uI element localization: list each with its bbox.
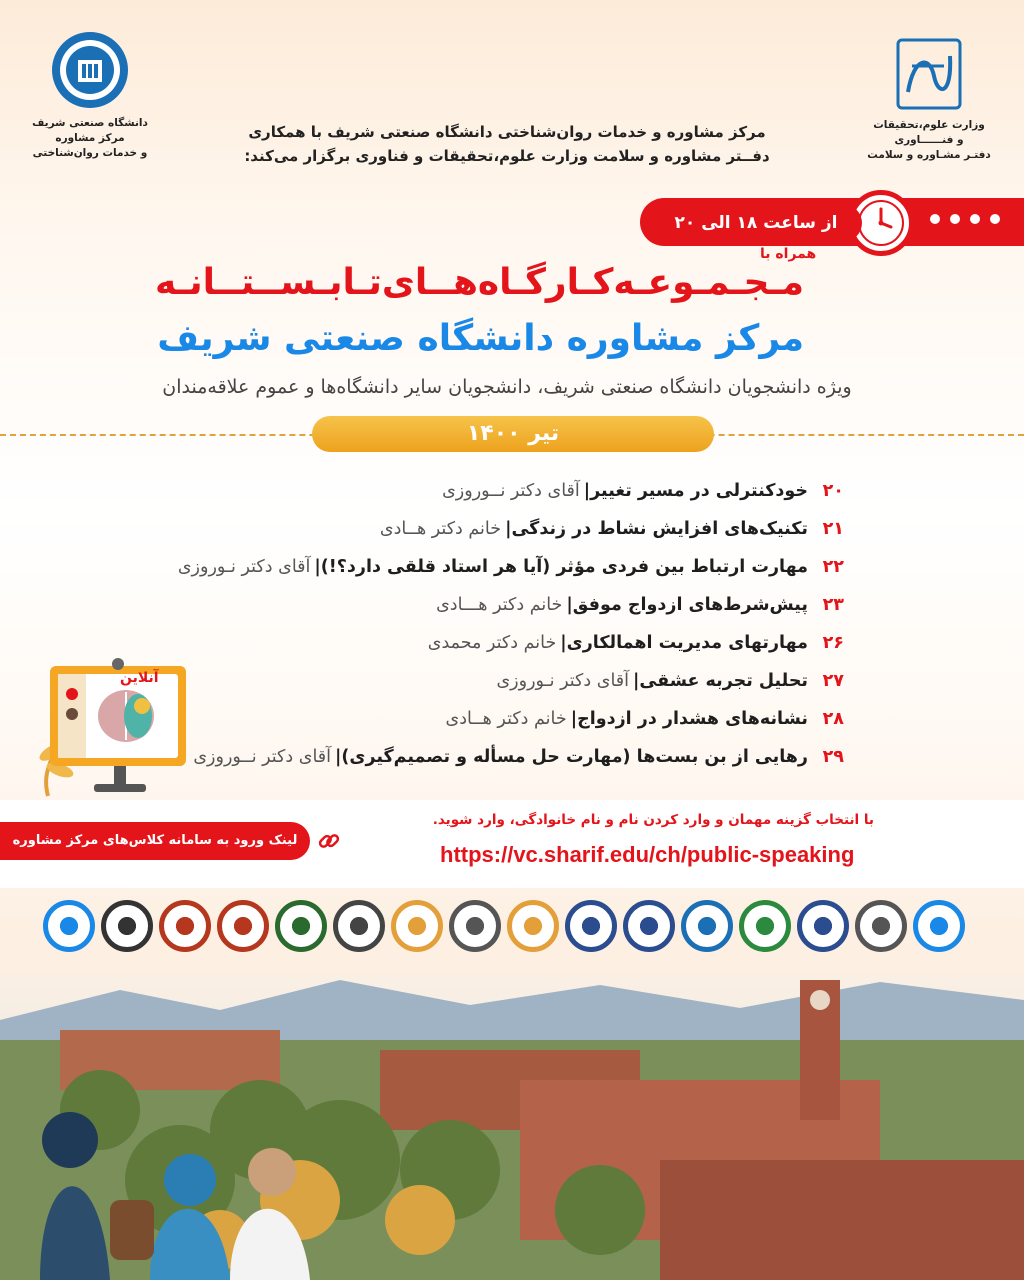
link-label-pill: لینک ورود به سامانه کلاس‌های مرکز مشاوره (0, 822, 310, 860)
partner-logo (736, 900, 794, 964)
sharif-logo-line-2: مرکز مشاوره (55, 132, 125, 144)
chain-link-icon (316, 828, 342, 854)
ministry-logo-block (864, 36, 994, 163)
workshop-teacher: آقای دکتر نــوروزی (442, 481, 580, 501)
partner-emblem-icon (333, 900, 385, 952)
workshop-day: ۲۸ (822, 709, 844, 729)
workshop-day: ۲۰ (822, 481, 844, 501)
event-title: مـجـمـوعـه‌کـارگـاه‌هــای‌تـابـســتــانـه (154, 262, 804, 303)
with-label: همراه با (760, 246, 817, 262)
event-subtitle: مرکز مشاوره دانشگاه صنعتی شریف (157, 318, 804, 359)
partner-logo (98, 900, 156, 964)
ministry-emblem-icon (894, 36, 964, 112)
ministry-logo-line-2: و فنــــــاوری (894, 134, 964, 146)
workshop-title: خودکنترلی در مسیر تغییر| (583, 481, 808, 501)
workshop-day: ۲۲ (822, 557, 844, 577)
partner-logo (214, 900, 272, 964)
partner-logo (504, 900, 562, 964)
partner-emblem-icon (217, 900, 269, 952)
partner-logo (272, 900, 330, 964)
partner-logo (794, 900, 852, 964)
class-link[interactable]: https://vc.sharif.edu/ch/public-speaking (440, 842, 855, 867)
intro-line-2: دفــتر مشاوره و سلامت وزارت علوم،تحقیقات و فناوری برگزار می‌کند: (244, 147, 770, 165)
partner-emblem-icon (623, 900, 675, 952)
workshop-day: ۲۳ (822, 595, 844, 615)
campus-photo (0, 960, 1024, 1280)
workshop-title: رهایی از بن بست‌ها (مهارت حل مسأله و تصمیم‌گیری)| (335, 747, 808, 767)
workshop-teacher: خانم دکتر محمدی (427, 633, 557, 653)
sharif-emblem-icon (50, 30, 130, 110)
partner-emblem-icon (101, 900, 153, 952)
intro-text (230, 120, 784, 168)
partner-emblem-icon (855, 900, 907, 952)
workshop-teacher: خانم دکتر هـــادی (436, 595, 563, 615)
partner-emblem-icon (275, 900, 327, 952)
partner-logo (330, 900, 388, 964)
sharif-logo-line-1: دانشگاه صنعتی شریف (32, 117, 148, 129)
partner-emblem-icon (739, 900, 791, 952)
workshop-day: ۲۷ (822, 671, 844, 691)
intro-line-1: مرکز مشاوره و خدمات روان‌شناختی دانشگاه صنعتی شریف با همکاری (248, 123, 766, 141)
workshop-title: نشانه‌های هشدار در ازدواج| (570, 709, 808, 729)
link-instruction: با انتخاب گزینه مهمان و وارد کردن نام و نام خانوادگی، وارد شوید. (432, 812, 874, 828)
partner-logo (446, 900, 504, 964)
workshop-teacher: آقای دکتر نــوروزی (193, 747, 332, 767)
workshop-item (177, 548, 844, 586)
workshop-item (200, 472, 844, 510)
workshop-day: ۲۱ (822, 519, 844, 539)
workshop-item (200, 586, 844, 624)
partner-emblem-icon (391, 900, 443, 952)
sharif-logo-line-3: و خدمات روان‌شناختی (32, 147, 148, 159)
workshop-item (200, 700, 844, 738)
workshop-teacher: آقای دکتر نـوروزی (496, 671, 630, 691)
workshop-title: تکنیک‌های افزایش نشاط در زندگی| (505, 519, 808, 539)
online-label: آنلاین (120, 670, 159, 686)
partner-logo (852, 900, 910, 964)
partner-emblem-icon (43, 900, 95, 952)
partner-emblem-icon (681, 900, 733, 952)
workshop-title: مهارت ارتباط بین فردی مؤثر (آیا هر استاد قلقی دارد؟!)| (314, 557, 808, 577)
partner-logo (40, 900, 98, 964)
workshop-teacher: آقای دکتر نـوروزی (177, 557, 311, 577)
partner-emblem-icon (913, 900, 965, 952)
time-label: از ساعت ۱۸ الی ۲۰ (650, 204, 862, 242)
partner-emblem-icon (565, 900, 617, 952)
month-badge: تیر ۱۴۰۰ (312, 416, 714, 452)
partner-logo (562, 900, 620, 964)
ministry-logo-line-1: وزارت علوم،تحقیقات (873, 119, 985, 131)
ministry-logo-line-3: دفتـر مشـاوره و سلامت (867, 149, 991, 161)
workshop-item (200, 510, 844, 548)
workshop-teacher: خانم دکتر هــادی (445, 709, 567, 729)
partner-emblem-icon (159, 900, 211, 952)
sharif-logo-block (30, 30, 150, 161)
workshop-day: ۲۹ (822, 747, 844, 767)
workshop-teacher: خانم دکتر هــادی (379, 519, 502, 539)
workshop-day: ۲۶ (822, 633, 844, 653)
workshop-title: مهارتهای مدیریت اهمالکاری| (560, 633, 808, 653)
workshop-item (193, 738, 844, 776)
workshop-item (200, 662, 844, 700)
online-monitor-illustration (30, 656, 200, 806)
partner-logo (388, 900, 446, 964)
audience-text: ویژه دانشجویان دانشگاه صنعتی شریف، دانشجویان سایر دانشگاه‌ها و عموم علاقه‌مندان (162, 376, 852, 398)
partner-logo (678, 900, 736, 964)
partner-emblem-icon (797, 900, 849, 952)
partner-emblem-icon (449, 900, 501, 952)
workshop-title: پیش‌شرط‌های ازدواج موفق| (566, 595, 808, 615)
workshop-title: تحلیل تجربه عشقی| (633, 671, 808, 691)
partner-logo (620, 900, 678, 964)
workshop-item (200, 624, 844, 662)
partner-logo (156, 900, 214, 964)
partner-emblem-icon (507, 900, 559, 952)
decorative-dots (930, 214, 1000, 224)
partner-logo (910, 900, 968, 964)
workshop-list (177, 472, 844, 776)
